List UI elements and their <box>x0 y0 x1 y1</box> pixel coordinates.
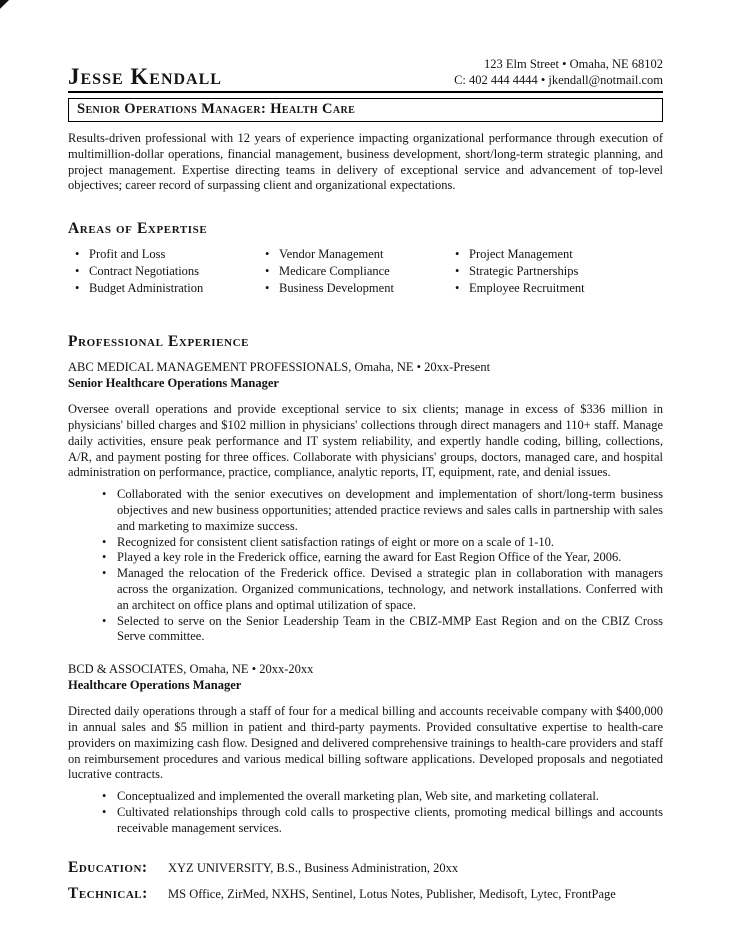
expertise-column-1 <box>68 246 258 297</box>
technical-label: Technical: <box>68 884 148 902</box>
job-bullet-list <box>68 487 663 645</box>
expertise-item: • Contract Negotiations <box>68 263 258 280</box>
resume-header <box>68 56 663 93</box>
technical-row <box>68 885 663 903</box>
job-bullet: • Collaborated with the senior executives on development and implementation of short/long-term business objectives and new business opportunities; attended practice reviews and sales calls in partnership with sales and marketing to maximize success. <box>98 487 663 534</box>
job-bullet: • Conceptualized and implemented the overall marketing plan, Web site, and marketing collateral. <box>98 789 663 805</box>
contact-phone-email: C: 402 444 4444 • jkendall@notmail.com <box>454 73 663 87</box>
expertise-item: • Strategic Partnerships <box>448 263 638 280</box>
job-bullet: • Played a key role in the Frederick office, earning the award for East Region Office of the Year, 2006. <box>98 550 663 566</box>
job-header <box>68 359 663 391</box>
contact-info <box>454 56 663 88</box>
candidate-name: Jesse Kendall <box>68 64 222 89</box>
job-bullet: • Recognized for consistent client satisfaction ratings of eight or more on a scale of 1-10. <box>98 535 663 551</box>
job-bullet: • Selected to serve on the Senior Leadership Team in the CBIZ-MMP East Region and on the CBIZ Cross Serve committee. <box>98 614 663 646</box>
education-value: XYZ UNIVERSITY, B.S., Business Administration, 20xx <box>168 860 459 875</box>
expertise-item: • Business Development <box>258 280 448 297</box>
expertise-item: • Budget Administration <box>68 280 258 297</box>
expertise-item: • Profit and Loss <box>68 246 258 263</box>
education-row <box>68 859 663 877</box>
job-role: Healthcare Operations Manager <box>68 678 242 693</box>
section-heading-professional-experience: Professional Experience <box>68 333 250 351</box>
expertise-item: • Medicare Compliance <box>258 263 448 280</box>
company-line: BCD & ASSOCIATES, Omaha, NE • 20xx-20xx <box>68 662 314 677</box>
job-bullet-list <box>68 789 663 836</box>
expertise-column-2 <box>258 246 448 297</box>
job-description: Oversee overall operations and provide exceptional service to six clients; manage in excess of $336 million in physicians' billed charges and $102 million in physicians' collections through direct managers and 110+ staff. Manage daily activities, ensure peak performance and IT system reliability, and expertly handle coding, billing, collections, A/R, and payment posting for three offices. Collaborate with physicians' groups, doctors, managed care, and hospital administration on performance, practice, compliance, analytic reports, IT, equipment, rate, and denial issues. <box>68 402 663 480</box>
contact-address: 123 Elm Street • Omaha, NE 68102 <box>484 57 663 71</box>
expertise-item: • Vendor Management <box>258 246 448 263</box>
summary-paragraph: Results-driven professional with 12 years of experience impacting organizational performance through execution of multimillion-dollar operations, financial management, business development, short/long-term strategic planning, and project management. Expertise directing teams in delivery of exceptional service and advancement of top-level objectives; career record of surpassing client and organizational expectations. <box>68 131 663 193</box>
section-heading-areas-of-expertise: Areas of Expertise <box>68 220 208 238</box>
expertise-column-3 <box>448 246 638 297</box>
education-label: Education: <box>68 858 148 876</box>
job-header <box>68 661 663 693</box>
job-entry-2 <box>68 661 663 836</box>
job-role: Senior Healthcare Operations Manager <box>68 376 279 391</box>
job-entry-1 <box>68 359 663 645</box>
job-bullet: • Managed the relocation of the Frederick office. Devised a strategic plan in collaboration with managers across the organization. Organized communications, technology, and network installations. Conferred with an architect on office plans and optimal utilization of space. <box>98 566 663 613</box>
expertise-item: • Project Management <box>448 246 638 263</box>
job-description: Directed daily operations through a staff of four for a medical billing and accounts receivable company with $400,000 in annual sales and $5 million in patient and third-party payments. Provided consultative expertise to health-care providers on maximizing cash flow. Designed and delivered comprehensive trainings to health-care providers and staff on reimbursement procedures and various medical billing software applications. Developed proposals and negotiated lucrative contracts. <box>68 704 663 782</box>
expertise-item: • Employee Recruitment <box>448 280 638 297</box>
scan-artifact <box>0 0 14 12</box>
job-bullet: • Cultivated relationships through cold calls to prospective clients, promoting medical billings and accounts receivable management services. <box>98 805 663 837</box>
technical-value: MS Office, ZirMed, NXHS, Sentinel, Lotus Notes, Publisher, Medisoft, Lytec, FrontPage <box>168 886 616 901</box>
company-line: ABC MEDICAL MANAGEMENT PROFESSIONALS, Omaha, NE • 20xx-Present <box>68 360 491 375</box>
expertise-columns <box>68 246 663 297</box>
resume-title-banner: Senior Operations Manager: Health Care <box>68 98 663 122</box>
